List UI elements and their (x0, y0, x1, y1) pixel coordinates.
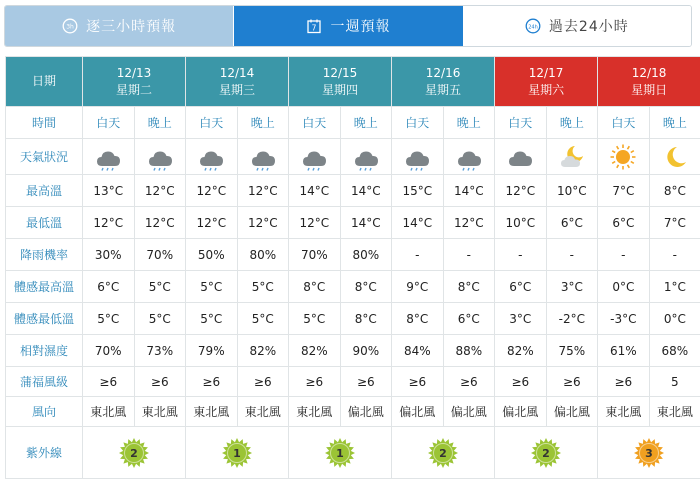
feel-max-cell: 5°C (134, 271, 186, 303)
wind-dir-cell: 東北風 (649, 397, 700, 427)
uv-index-icon (323, 445, 357, 459)
time-cell: 晚上 (546, 107, 598, 139)
feel-max-cell: 6°C (83, 271, 135, 303)
rain-prob-cell: - (495, 239, 547, 271)
min-temp-cell: 12°C (289, 207, 341, 239)
svg-text:1: 1 (233, 446, 241, 460)
calendar-7-icon (306, 18, 322, 34)
rain-prob-cell: - (546, 239, 598, 271)
date-text: 12/16 (425, 65, 461, 80)
feel-min-cell: 5°C (83, 303, 135, 335)
weather-cell (186, 139, 238, 175)
wind-dir-cell: 東北風 (289, 397, 341, 427)
uv-index-icon (117, 445, 151, 459)
weather-row (6, 139, 700, 175)
weather-cell (546, 139, 598, 175)
weekday-text: 星期六 (528, 82, 565, 97)
cloud-rain-icon (402, 149, 432, 163)
date-text: 12/17 (528, 65, 564, 80)
max-temp-cell: 12°C (237, 175, 289, 207)
humidity-cell: 82% (495, 335, 547, 367)
feel-min-cell: 5°C (134, 303, 186, 335)
feel-max-cell: 1°C (649, 271, 700, 303)
max-temp-cell: 12°C (495, 175, 547, 207)
rain-prob-cell: 80% (237, 239, 289, 271)
svg-text:7: 7 (312, 23, 317, 33)
row-label: 體感最低溫 (6, 303, 83, 335)
svg-text:3h: 3h (66, 23, 74, 31)
weekday-text: 星期二 (116, 82, 153, 97)
wind-level-cell: ≥6 (134, 367, 186, 397)
humidity-cell: 75% (546, 335, 598, 367)
humidity-cell: 73% (134, 335, 186, 367)
date-header-row (6, 57, 700, 107)
svg-text:2: 2 (542, 446, 550, 460)
min-temp-cell: 6°C (598, 207, 650, 239)
uv-index-icon (529, 445, 563, 459)
wind-level-cell: ≥6 (598, 367, 650, 397)
weekday-text: 星期五 (425, 82, 462, 97)
cloud-rain-icon (196, 149, 226, 163)
wind-level-cell: ≥6 (83, 367, 135, 397)
min-temp-cell: 12°C (83, 207, 135, 239)
uv-index-icon (426, 445, 460, 459)
row-label: 最低溫 (6, 207, 83, 239)
feel-min-cell: 3°C (495, 303, 547, 335)
feel-min-cell: -2°C (546, 303, 598, 335)
uv-cell (392, 427, 495, 479)
wind-level-cell: 5 (649, 367, 700, 397)
feel-max-cell: 8°C (289, 271, 341, 303)
tab-3hour-forecast[interactable] (5, 6, 234, 46)
tab-label: 過去24小時 (548, 19, 629, 35)
moon-cloud-icon (557, 149, 587, 163)
row-label: 紫外線 (6, 427, 83, 479)
cloud-rain-icon (93, 149, 123, 163)
cloud-rain-icon (454, 149, 484, 163)
date-header-label: 日期 (6, 57, 83, 107)
row-label: 天氣狀況 (6, 139, 83, 175)
min-temp-cell: 7°C (649, 207, 700, 239)
tab-weekly-forecast[interactable] (234, 6, 462, 46)
date-text: 12/15 (322, 65, 358, 80)
row-label: 風向 (6, 397, 83, 427)
feel-min-cell: 8°C (340, 303, 392, 335)
humidity-cell: 61% (598, 335, 650, 367)
time-cell: 晚上 (649, 107, 700, 139)
weekday-text: 星期四 (322, 82, 359, 97)
rain-prob-cell: 50% (186, 239, 238, 271)
time-row (6, 107, 700, 139)
max-temp-row (6, 175, 700, 207)
row-label: 體感最高溫 (6, 271, 83, 303)
humidity-cell: 84% (392, 335, 444, 367)
uv-index-icon (632, 445, 666, 459)
time-cell: 白天 (598, 107, 650, 139)
wind-dir-cell: 偏北風 (495, 397, 547, 427)
humidity-cell: 82% (289, 335, 341, 367)
feel-min-row (6, 303, 700, 335)
min-temp-cell: 14°C (340, 207, 392, 239)
min-temp-cell: 14°C (392, 207, 444, 239)
feel-min-cell: 8°C (392, 303, 444, 335)
weekday-text: 星期三 (219, 82, 256, 97)
max-temp-cell: 7°C (598, 175, 650, 207)
cloudy-icon (505, 149, 535, 163)
weather-cell (598, 139, 650, 175)
cloud-rain-icon (351, 149, 381, 163)
feel-max-cell: 0°C (598, 271, 650, 303)
humidity-cell: 88% (443, 335, 495, 367)
time-cell: 晚上 (134, 107, 186, 139)
wind-level-cell: ≥6 (340, 367, 392, 397)
weather-cell (237, 139, 289, 175)
tab-label: 一週預報 (330, 19, 391, 35)
feel-min-cell: 6°C (443, 303, 495, 335)
moon-icon (660, 149, 690, 163)
cloud-rain-icon (299, 149, 329, 163)
feel-min-cell: 5°C (289, 303, 341, 335)
wind-dir-cell: 東北風 (237, 397, 289, 427)
uv-cell (598, 427, 700, 479)
date-text: 12/18 (631, 65, 667, 80)
wind-dir-cell: 偏北風 (392, 397, 444, 427)
wind-dir-cell: 偏北風 (443, 397, 495, 427)
max-temp-cell: 10°C (546, 175, 598, 207)
feel-max-cell: 8°C (443, 271, 495, 303)
feel-min-cell: 5°C (237, 303, 289, 335)
time-cell: 白天 (392, 107, 444, 139)
max-temp-cell: 14°C (340, 175, 392, 207)
date-header-4 (495, 57, 598, 107)
max-temp-cell: 15°C (392, 175, 444, 207)
max-temp-cell: 8°C (649, 175, 700, 207)
svg-text:24h: 24h (528, 24, 538, 31)
wind-dir-cell: 東北風 (186, 397, 238, 427)
tab-past-24h[interactable] (463, 6, 691, 46)
date-header-0 (83, 57, 186, 107)
wind-dir-cell: 東北風 (134, 397, 186, 427)
weather-cell (443, 139, 495, 175)
date-header-2 (289, 57, 392, 107)
24h-clock-icon (525, 18, 541, 34)
humidity-cell: 82% (237, 335, 289, 367)
row-label: 蒲福風級 (6, 367, 83, 397)
cloud-rain-icon (248, 149, 278, 163)
uv-cell (186, 427, 289, 479)
time-cell: 晚上 (340, 107, 392, 139)
rain-prob-cell: 80% (340, 239, 392, 271)
rain-prob-cell: 70% (134, 239, 186, 271)
tab-label: 逐三小時預報 (86, 19, 177, 35)
uv-index-icon (220, 445, 254, 459)
time-cell: 白天 (289, 107, 341, 139)
wind-dir-cell: 東北風 (598, 397, 650, 427)
max-temp-cell: 12°C (186, 175, 238, 207)
rain-prob-cell: - (598, 239, 650, 271)
wind-dir-cell: 偏北風 (546, 397, 598, 427)
weekday-text: 星期日 (631, 82, 668, 97)
max-temp-cell: 14°C (289, 175, 341, 207)
feel-max-cell: 5°C (237, 271, 289, 303)
svg-text:1: 1 (336, 446, 344, 460)
max-temp-cell: 13°C (83, 175, 135, 207)
weather-cell (134, 139, 186, 175)
sunny-icon (608, 149, 638, 163)
time-cell: 晚上 (443, 107, 495, 139)
row-label: 降雨機率 (6, 239, 83, 271)
min-temp-row (6, 207, 700, 239)
wind-level-cell: ≥6 (289, 367, 341, 397)
rain-prob-cell: - (649, 239, 700, 271)
wind-level-cell: ≥6 (237, 367, 289, 397)
min-temp-cell: 12°C (186, 207, 238, 239)
min-temp-cell: 12°C (443, 207, 495, 239)
weather-cell (83, 139, 135, 175)
wind-level-cell: ≥6 (443, 367, 495, 397)
time-cell: 白天 (83, 107, 135, 139)
wind-level-cell: ≥6 (495, 367, 547, 397)
min-temp-cell: 12°C (134, 207, 186, 239)
3h-clock-icon (62, 18, 78, 34)
uv-row (6, 427, 700, 479)
min-temp-cell: 6°C (546, 207, 598, 239)
feel-max-cell: 6°C (495, 271, 547, 303)
weather-cell (649, 139, 700, 175)
date-text: 12/14 (219, 65, 255, 80)
uv-cell (83, 427, 186, 479)
date-header-3 (392, 57, 495, 107)
humidity-cell: 70% (83, 335, 135, 367)
weather-cell (340, 139, 392, 175)
uv-cell (289, 427, 392, 479)
wind-level-row (6, 367, 700, 397)
humidity-cell: 90% (340, 335, 392, 367)
time-cell: 白天 (186, 107, 238, 139)
time-cell: 白天 (495, 107, 547, 139)
rain-prob-row (6, 239, 700, 271)
forecast-tabs (4, 5, 692, 47)
weather-cell (289, 139, 341, 175)
wind-dir-row (6, 397, 700, 427)
min-temp-cell: 12°C (237, 207, 289, 239)
feel-min-cell: -3°C (598, 303, 650, 335)
date-header-1 (186, 57, 289, 107)
svg-text:2: 2 (439, 446, 447, 460)
row-label: 時間 (6, 107, 83, 139)
wind-level-cell: ≥6 (392, 367, 444, 397)
feel-min-cell: 5°C (186, 303, 238, 335)
humidity-row (6, 335, 700, 367)
feel-min-cell: 0°C (649, 303, 700, 335)
row-label: 相對濕度 (6, 335, 83, 367)
svg-text:3: 3 (645, 446, 653, 460)
wind-dir-cell: 東北風 (83, 397, 135, 427)
weekly-forecast-table (5, 56, 700, 479)
weather-cell (495, 139, 547, 175)
feel-max-cell: 9°C (392, 271, 444, 303)
wind-level-cell: ≥6 (186, 367, 238, 397)
max-temp-cell: 12°C (134, 175, 186, 207)
feel-max-row (6, 271, 700, 303)
rain-prob-cell: - (443, 239, 495, 271)
rain-prob-cell: - (392, 239, 444, 271)
wind-dir-cell: 偏北風 (340, 397, 392, 427)
date-header-5 (598, 57, 700, 107)
date-text: 12/13 (116, 65, 152, 80)
rain-prob-cell: 70% (289, 239, 341, 271)
min-temp-cell: 10°C (495, 207, 547, 239)
humidity-cell: 79% (186, 335, 238, 367)
feel-max-cell: 5°C (186, 271, 238, 303)
cloud-rain-icon (145, 149, 175, 163)
wind-level-cell: ≥6 (546, 367, 598, 397)
feel-max-cell: 3°C (546, 271, 598, 303)
time-cell: 晚上 (237, 107, 289, 139)
uv-cell (495, 427, 598, 479)
rain-prob-cell: 30% (83, 239, 135, 271)
weather-cell (392, 139, 444, 175)
row-label: 最高溫 (6, 175, 83, 207)
feel-max-cell: 8°C (340, 271, 392, 303)
max-temp-cell: 14°C (443, 175, 495, 207)
svg-text:2: 2 (130, 446, 138, 460)
humidity-cell: 68% (649, 335, 700, 367)
